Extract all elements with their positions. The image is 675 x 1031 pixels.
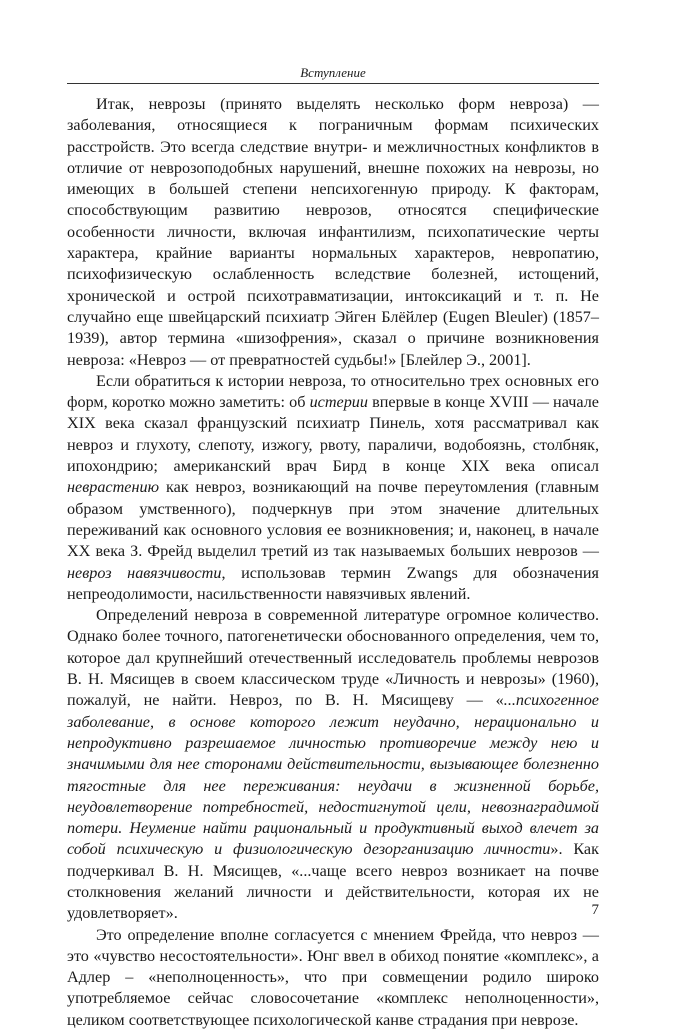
italic-term-hysteria: истерии <box>309 393 368 412</box>
italic-term-neurasthenia: неврастению <box>67 478 160 497</box>
text-run: ». Как подчеркивал В. Н. Мясищев, «...чаще всего невроз возникает на почве столкновения желаний личности и действительности, которая их не удовлетворяет». <box>67 840 599 923</box>
running-header: Вступление <box>300 65 366 80</box>
text-run: Если обратиться к истории невроза, то относительно трех основных его форм, коротко можно заметить: об <box>67 371 599 412</box>
text-run: как невроз, возникающий на почве переутомления (главным образом умственного), подчеркнув при этом значение длительных переживаний как основного условия ее возникновения; и, наконец, в начале XX века З. Фрейд выделил третий из так называемых больших неврозов — <box>67 478 599 561</box>
body-text <box>67 94 599 1031</box>
text-run: впервые в конце XVIII — начале XIX века сказал французский психиатр Пинель, хотя рассматривал как невроз и глухоту, слепоту, изжогу, рвоту, параличи, водобоязнь, столбняк, ипохондрию; американский врач Бирд в конце XIX века описал <box>67 393 599 476</box>
italic-term-obsessive-neurosis: невроз навязчивости <box>67 563 222 582</box>
paragraph-4 <box>67 925 599 1031</box>
page-number: 7 <box>591 902 599 918</box>
italic-quote-myasishchev: ...психогенное заболевание, в основе которого лежит неудачно, нерационально и непродуктивно разрешаемое личностью противоречие между нею и значимыми для нее сторонами действительности, вызывающее болезненно тягостные для нее переживания: неудачи в жизненной борьбе, неудовлетворение потребностей, недостигнутой цели, невознаградимой потери. Неумение найти рациональный и продуктивный выход влечет за собой психическую и физиологическую дезорганизацию личности <box>67 691 599 859</box>
paragraph-3 <box>67 605 599 924</box>
text-run: Определений невроза в современной литературе огромное количество. Однако более точного, патогенетически обоснованного определения, чем то, которое дал крупнейший отечественный исследователь проблемы неврозов В. Н. Мясищев в своем классическом труде «Личность и неврозы» (1960), пожалуй, не найти. Невроз, по В. Н. Мясищеву — « <box>67 606 599 710</box>
header-rule <box>67 83 599 84</box>
paragraph-1 <box>67 94 599 371</box>
text-run: , использовав термин Zwangs для обозначения непреодолимости, насильственности навязчивых явлений. <box>67 563 599 603</box>
paragraph-2 <box>67 371 599 605</box>
text-run: Итак, неврозы (принято выделять несколько форм невроза) — заболевания, относящиеся к пограничным формам психических расстройств. Это всегда следствие внутри- и межличностных конфликтов в отличие от неврозоподобных нарушений, внешне похожих на неврозы, но имеющих в большей степени непсихогенную природу. К факторам, способствующим развитию неврозов, относятся специфические особенности личности, включая инфантилизм, психопатические черты характера, крайние варианты нормальных характеров, невропатию, психофизическую ослабленность вследствие болезней, истощений, хронической и острой психотравматизации, интоксикаций и т. п. Не случайно еще швейцарский психиатр Эйген Блёйлер (Eugen Bleuler) (1857–1939), автор термина «шизофрения», сказал о причине возникновения невроза: «Невроз — от превратностей судьбы!» [Блейлер Э., 2001]. <box>67 95 599 369</box>
text-run: Это определение вполне согласуется с мнением Фрейда, что невроз — это «чувство несостоятельности». Юнг ввел в обиход понятие «комплекс», а Адлер – «неполноценность», что при совмещении родило широко употребляемое сейчас словосочетание «комплекс неполноценности», целиком соответствующее психологической канве страдания при неврозе. <box>67 925 599 1029</box>
